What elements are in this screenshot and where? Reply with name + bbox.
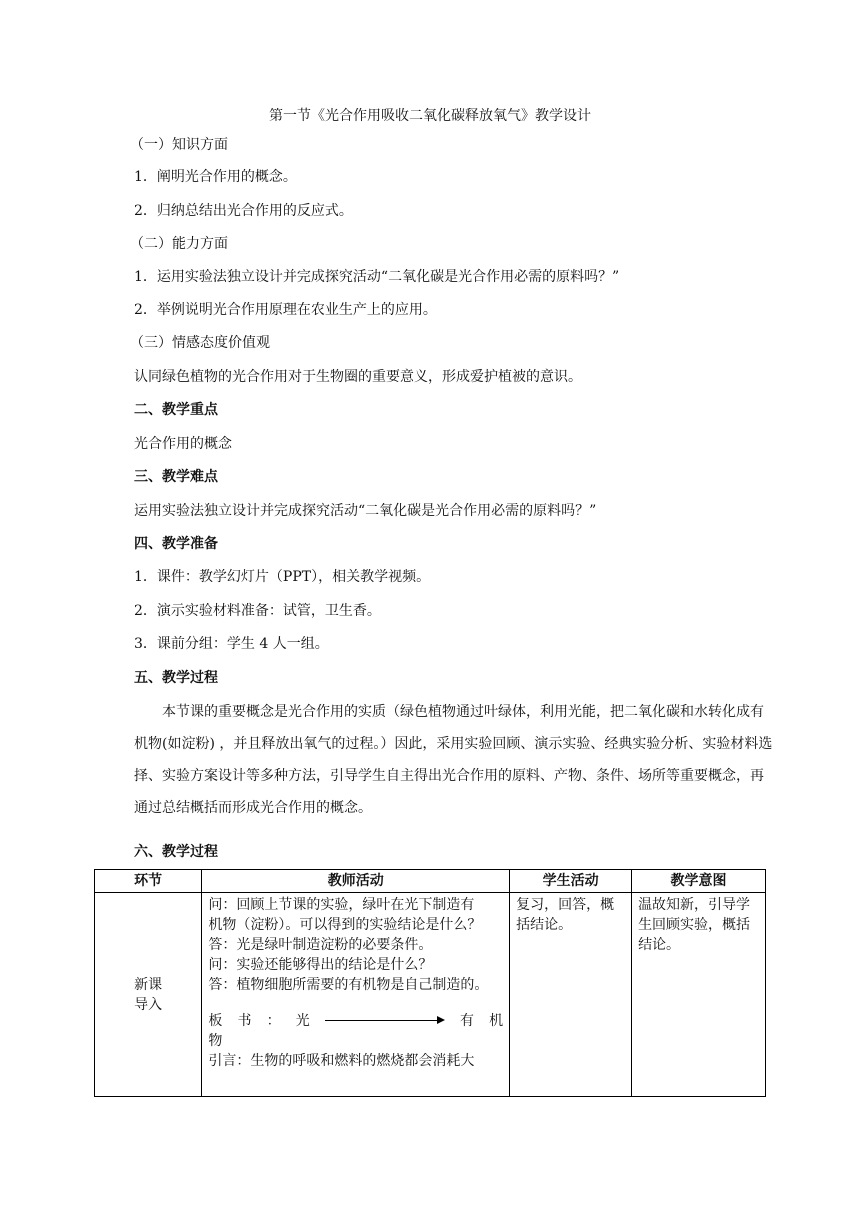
- process-table-heading: 六、教学过程: [134, 844, 218, 860]
- stage-line-1: 新课: [134, 976, 163, 993]
- board-char-4: 光: [295, 1013, 310, 1029]
- ability-heading: （二）能力方面: [130, 236, 228, 252]
- knowledge-heading: （一）知识方面: [130, 137, 228, 153]
- intent-line-2: 生回顾实验，概括: [638, 917, 751, 933]
- table-header-row: [95, 870, 766, 893]
- teacher-line-3: 答：光是绿叶制造淀粉的必要条件。: [208, 937, 433, 953]
- process-paragraph: [134, 696, 774, 824]
- intent-line-3: 结论。: [638, 937, 681, 953]
- board-char-5: 有: [460, 1013, 475, 1029]
- header-student-activity: 学生活动: [510, 870, 632, 893]
- preparation-item-1: 1．课件：教学幻灯片（PPT），相关教学视频。: [134, 569, 431, 585]
- emotion-text: 认同绿色植物的光合作用对于生物圈的重要意义，形成爱护植被的意识。: [134, 369, 582, 385]
- board-tail: 物: [208, 1033, 223, 1049]
- difficulty-text: 运用实验法独立设计并完成探究活动“二氧化碳是光合作用必需的原料吗？”: [134, 503, 597, 519]
- teacher-activity-cell: [202, 893, 510, 1097]
- student-line-2: 括结论。: [516, 917, 573, 933]
- process-paragraph-text: 本节课的重要概念是光合作用的实质（绿色植物通过叶绿体，利用光能，把二氧化碳和水转化成有机物(如淀粉) ，并且释放出氧气的过程。）因此，采用实验回顾、演示实验、经典实验分析、实验材料选择、实验方案设计等多种方法，引导学生自主得出光合作用的原料、产物、条件、场所等重要概念，再通过总结概括而形成光合作用的概念。: [134, 704, 773, 816]
- process-heading: 五、教学过程: [134, 670, 218, 686]
- board-writing: [208, 1011, 503, 1031]
- preparation-heading: 四、教学准备: [134, 536, 218, 552]
- table-row: [95, 893, 766, 1097]
- header-stage: 环节: [95, 870, 202, 893]
- student-activity-cell: [510, 893, 632, 1097]
- stage-line-2: 导入: [134, 996, 163, 1013]
- intent-line-1: 温故知新，引导学: [638, 897, 751, 913]
- ability-item-2: 2．举例说明光合作用原理在农业生产上的应用。: [134, 302, 437, 318]
- key-point-heading: 二、教学重点: [134, 402, 218, 418]
- teacher-line-5: 答：植物细胞所需要的有机物是自己制造的。: [208, 977, 489, 993]
- preparation-item-3: 3．课前分组：学生 4 人一组。: [134, 636, 329, 652]
- teacher-line-1: 问：回顾上节课的实验，绿叶在光下制造有: [208, 897, 475, 913]
- header-teacher-activity: 教师活动: [202, 870, 510, 893]
- header-teaching-intent: 教学意图: [632, 870, 766, 893]
- knowledge-item-2: 2．归纳总结出光合作用的反应式。: [134, 203, 353, 219]
- difficulty-heading: 三、教学难点: [134, 469, 218, 485]
- board-char-2: 书: [237, 1013, 252, 1029]
- teaching-intent-cell: [632, 893, 766, 1097]
- emotion-heading: （三）情感态度价值观: [130, 335, 270, 351]
- board-char-1: 板: [208, 1013, 223, 1029]
- teacher-line-2: 机物（淀粉）。可以得到的实验结论是什么？: [208, 917, 482, 933]
- ability-item-1: 1．运用实验法独立设计并完成探究活动“二氧化碳是光合作用必需的原料吗？”: [134, 269, 620, 285]
- key-point-text: 光合作用的概念: [134, 436, 232, 452]
- preparation-item-2: 2．演示实验材料准备：试管，卫生香。: [134, 603, 381, 619]
- knowledge-item-1: 1．阐明光合作用的概念。: [134, 169, 297, 185]
- lesson-process-table: [94, 869, 766, 1097]
- board-char-3: ：: [266, 1013, 281, 1029]
- stage-cell: [95, 893, 202, 1097]
- document-title: 第一节《光合作用吸收二氧化碳释放氧气》教学设计: [269, 108, 591, 124]
- teacher-last-line: 引言：生物的呼吸和燃料的燃烧都会消耗大: [208, 1053, 475, 1069]
- student-line-1: 复习，回答，概: [516, 897, 615, 913]
- teacher-line-4: 问：实验还能够得出的结论是什么？: [208, 957, 433, 973]
- right-arrow-icon: [325, 1015, 445, 1027]
- board-char-6: 机: [489, 1013, 504, 1029]
